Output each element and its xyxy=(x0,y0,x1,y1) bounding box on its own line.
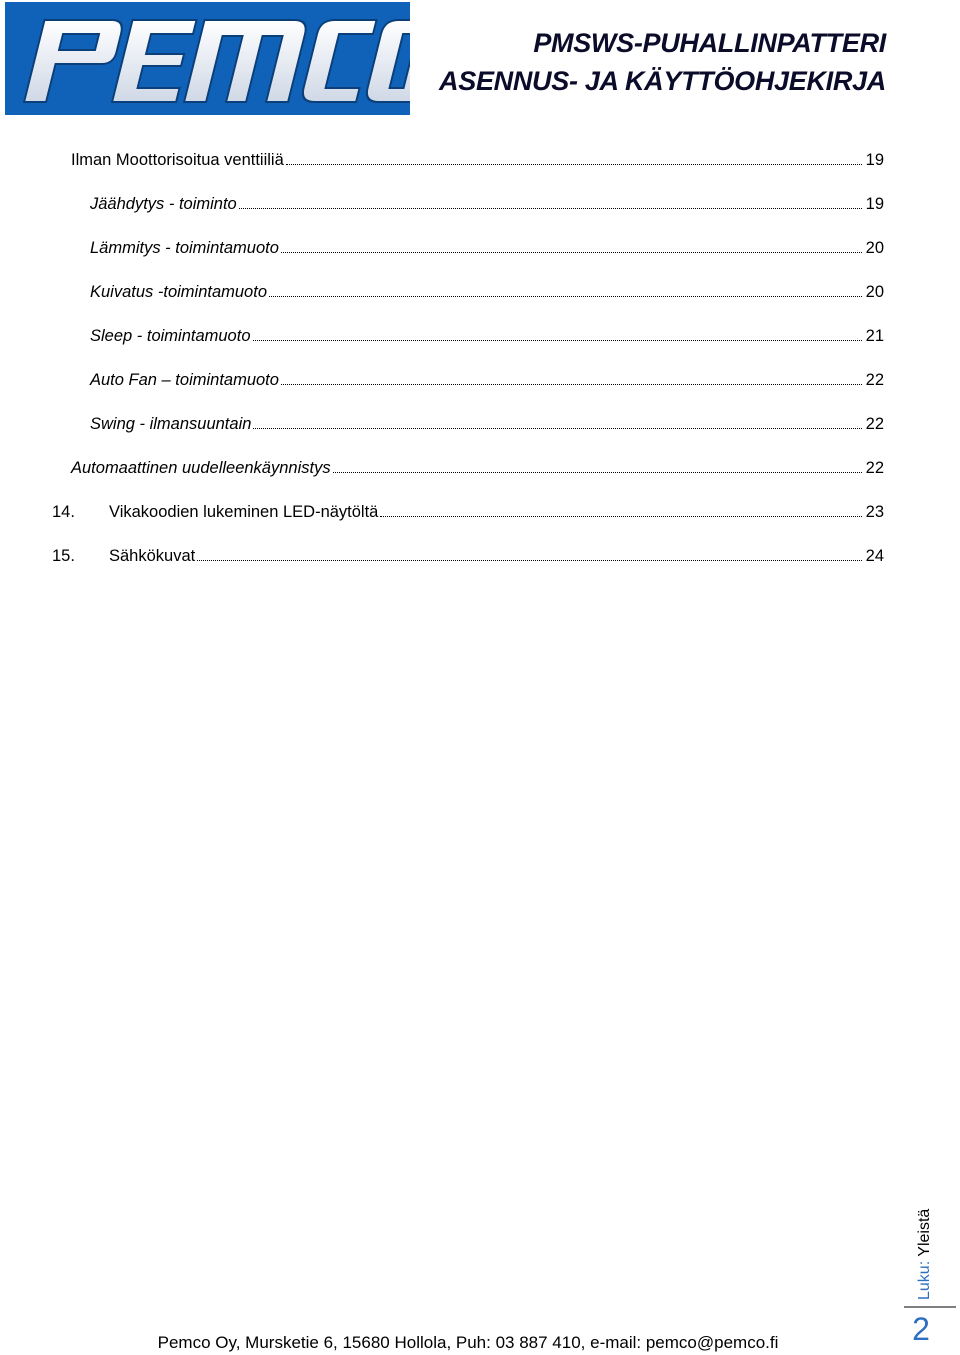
toc-entry-page: 22 xyxy=(865,415,884,433)
chapter-side-label xyxy=(912,1198,938,1300)
toc-entry[interactable] xyxy=(90,281,884,303)
toc-leader-dots xyxy=(281,237,862,253)
toc-entry[interactable] xyxy=(90,369,884,391)
pemco-logo-graphic xyxy=(5,2,410,115)
toc-leader-dots xyxy=(333,457,862,473)
toc-leader-dots xyxy=(197,545,861,561)
toc-entry[interactable] xyxy=(90,193,884,215)
pemco-logo xyxy=(5,2,410,115)
toc-entry-page: 19 xyxy=(865,151,884,169)
toc-entry[interactable] xyxy=(90,237,884,259)
toc-entry-label: Jäähdytys - toiminto xyxy=(90,195,237,213)
document-title-line1: PMSWS-PUHALLINPATTERI xyxy=(533,28,886,58)
toc-entry[interactable] xyxy=(71,457,884,479)
toc-entry-page: 19 xyxy=(865,195,884,213)
toc-leader-dots xyxy=(281,369,862,385)
toc-entry[interactable] xyxy=(52,501,884,523)
toc-entry-page: 21 xyxy=(865,327,884,345)
page-footer: Pemco Oy, Mursketie 6, 15680 Hollola, Puh: 03 887 410, e-mail: pemco@pemco.fi xyxy=(157,1333,779,1352)
chapter-prefix: Luku: xyxy=(916,1256,933,1300)
toc-entry-label: Ilman Moottorisoitua venttiiliä xyxy=(71,151,284,169)
chapter-name: Yleistä xyxy=(916,1208,933,1257)
toc-leader-dots xyxy=(269,281,862,297)
toc-leader-dots xyxy=(253,325,862,341)
toc-entry-page: 20 xyxy=(865,239,884,257)
toc-entry-label: Auto Fan – toimintamuoto xyxy=(90,371,279,389)
toc-entry-label: Kuivatus -toimintamuoto xyxy=(90,283,267,301)
toc-entry-page: 22 xyxy=(865,371,884,389)
toc-leader-dots xyxy=(253,413,861,429)
toc-entry-number: 15. xyxy=(52,547,75,565)
toc-entry-label: Swing - ilmansuuntain xyxy=(90,415,252,433)
toc-entry-label: Vikakoodien lukeminen LED-näytöltä xyxy=(109,503,379,521)
document-title-line2: ASENNUS- JA KÄYTTÖOHJEKIRJA xyxy=(439,66,886,96)
page-number: 2 xyxy=(912,1311,930,1347)
toc-entry-label: Automaattinen uudelleenkäynnistys xyxy=(71,459,331,477)
toc-entry-page: 24 xyxy=(865,547,884,565)
document-title xyxy=(439,24,886,100)
toc-entry-page: 23 xyxy=(865,503,884,521)
toc-entry-page: 22 xyxy=(865,459,884,477)
toc-entry[interactable] xyxy=(90,413,884,435)
toc-leader-dots xyxy=(239,193,862,209)
toc-entry-label: Lämmitys - toimintamuoto xyxy=(90,239,279,257)
toc-entry-number: 14. xyxy=(52,503,75,521)
toc-entry[interactable] xyxy=(71,149,884,171)
toc-entry[interactable] xyxy=(52,545,884,567)
toc-leader-dots xyxy=(286,149,862,165)
toc-entry[interactable] xyxy=(90,325,884,347)
toc-entry-label: Sleep - toimintamuoto xyxy=(90,327,251,345)
toc-leader-dots xyxy=(380,501,861,517)
toc-entry-page: 20 xyxy=(865,283,884,301)
toc-entry-label: Sähkökuvat xyxy=(109,547,196,565)
